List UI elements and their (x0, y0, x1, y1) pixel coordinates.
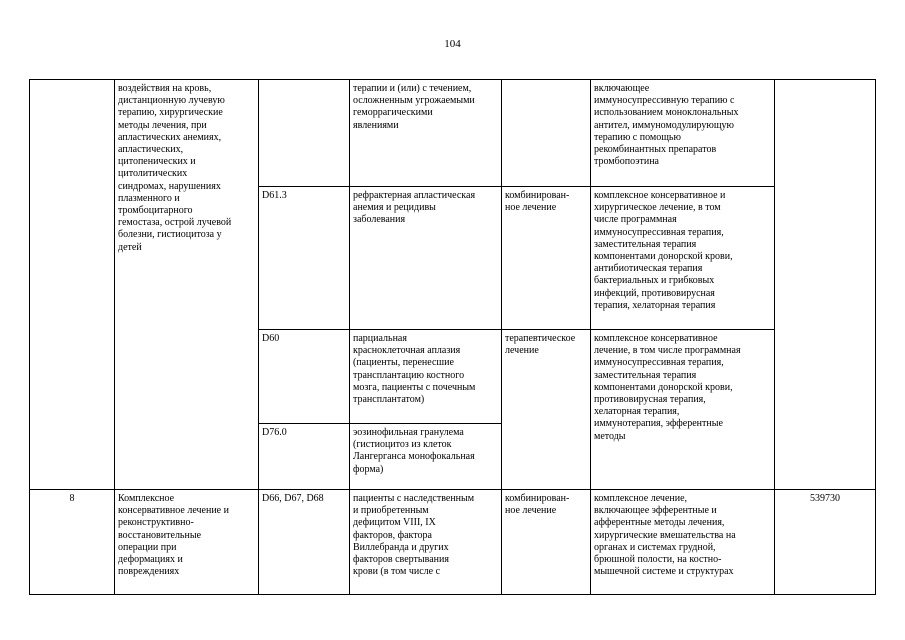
row-number-cell (30, 80, 115, 490)
table-row (30, 490, 876, 595)
icd-code-cell (259, 80, 350, 187)
icd-code-cell: D76.0 (259, 424, 350, 490)
treatment-type-cell: комбинирован- ное лечение (502, 490, 591, 595)
patient-model-cell: пациенты с наследственным и приобретенным дефицитом VIII, IX факторов, фактора Виллебранда и других факторов свертывания крови (в том числе с (350, 490, 502, 595)
patient-model-cell: эозинофильная гранулема (гистиоцитоз из клеток Лангерганса монофокальная форма) (350, 424, 502, 490)
cost-cell: 539730 (775, 490, 876, 595)
icd-code-cell: D60 (259, 330, 350, 424)
patient-model-cell: парциальная красноклеточная аплазия (пациенты, перенесшие трансплантацию костного мозга, пациенты с почечным трансплантатом) (350, 330, 502, 424)
row-number-cell: 8 (30, 490, 115, 595)
patient-model-cell: терапии и (или) с течением, осложненным угрожаемыми геморрагическими явлениями (350, 80, 502, 187)
icd-code-cell: D61.3 (259, 187, 350, 330)
treatment-group-cell: воздействия на кровь, дистанционную лучевую терапию, хирургические методы лечения, при апластических анемиях, апластических, цитопенических и цитолитических синдромах, нарушениях плазменного и тромбоцитарного гемостаза, острой лучевой болезни, гистиоцитоза у детей (115, 80, 259, 490)
cost-cell (775, 80, 876, 490)
treatment-type-cell: терапевтическое лечение (502, 330, 591, 490)
patient-model-cell: рефрактерная апластическая анемия и рецидивы заболевания (350, 187, 502, 330)
treatment-group-cell: Комплексное консервативное лечение и реконструктивно- восстановительные операции при деформациях и повреждениях (115, 490, 259, 595)
treatment-type-cell (502, 80, 591, 187)
medical-care-table (29, 79, 876, 595)
treatment-method-cell: комплексное консервативное и хирургическое лечение, в том числе программная иммуносупрессивная терапия, заместительная терапия компонентами донорской крови, антибиотическая терапия бактериальных и грибковых инфекций, противовирусная терапия, хелаторная терапия (591, 187, 775, 330)
treatment-type-cell: комбинирован- ное лечение (502, 187, 591, 330)
treatment-method-cell: включающее иммуносупрессивную терапию с использованием моноклональных антител, иммуномодулирующую терапию с помощью рекомбинантных препаратов тромбопоэтина (591, 80, 775, 187)
table-row (30, 80, 876, 187)
treatment-method-cell: комплексное консервативное лечение, в том числе программная иммуносупрессивная терапия, заместительная терапия компонентами донорской крови, противовирусная терапия, хелаторная терапия, иммунотерапия, эфферентные методы (591, 330, 775, 490)
treatment-method-cell: комплексное лечение, включающее эфферентные и афферентные методы лечения, хирургические вмешательства на органах и системах грудной, брюшной полости, на костно- мышечной системе и структурах (591, 490, 775, 595)
icd-code-cell: D66, D67, D68 (259, 490, 350, 595)
page-number: 104 (444, 38, 461, 50)
